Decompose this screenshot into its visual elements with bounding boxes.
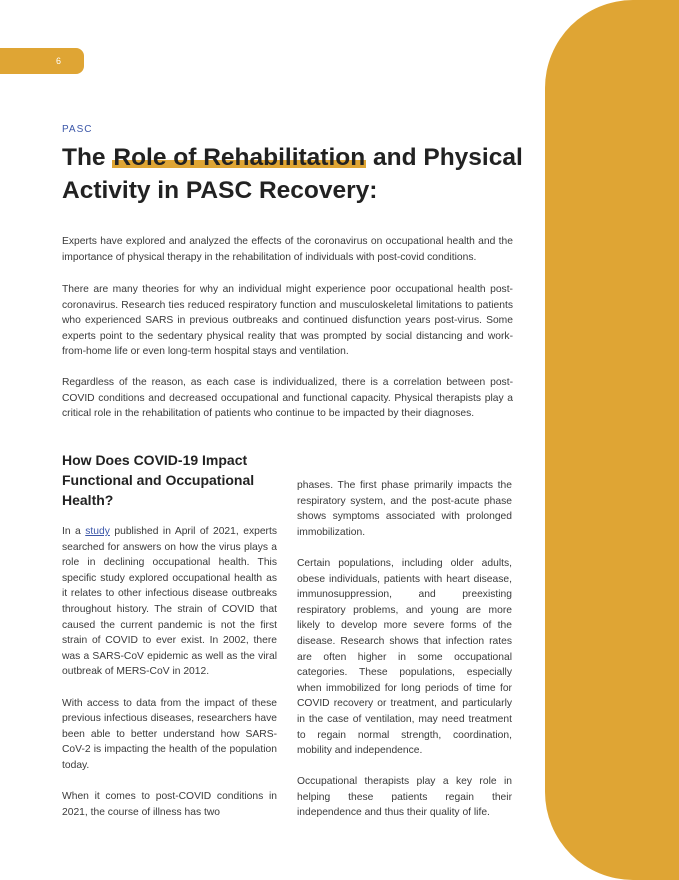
page-number: 6 <box>56 56 62 66</box>
study-link[interactable]: study <box>85 526 110 537</box>
body-paragraph-4: Certain populations, including older adults, obese individuals, patients with heart disease, immunosuppression, and preexisting respiratory problems, and young are more likely to develop more severe forms of the disease. Research shows that infection rates are often higher in some occupational categories. These populations, especially when immobilized for long periods of time for COVID recovery or treatment, and particularly in the case of ventilation, may need treatment to regain normal strength, coordination, mobility and independence. <box>297 557 512 757</box>
section-heading: How Does COVID-19 Impact Functional and Occupational Health? <box>62 452 255 508</box>
title-after: and Physical Activity in PASC Recovery: <box>62 144 523 204</box>
left-column <box>62 450 277 820</box>
intro-paragraph-3: Regardless of the reason, as each case is individualized, there is a correlation between post-COVID conditions and decreased occupational and functional capacity. Physical therapists play a critical role in the rehabilitation of patients who continue to be impacted by their diagnoses. <box>62 377 513 420</box>
body-paragraph-3-continued: phases. The first phase primarily impacts the respiratory system, and the post-acute phase shows symptoms associated with prolonged immobilization. <box>297 480 512 538</box>
body-paragraph-1 <box>62 524 277 680</box>
p1-after: published in April of 2021, experts searched for answers on how the virus plays a role in declining occupational health. This specific study explored occupational health as it relates to other infectious disease outbreaks throughout history. The strain of COVID that caused the current pandemic is not the first strain of COVID to ever exist. In 2002, there was a SARS-CoV epidemic as well as the viral outbreak of MERS-CoV in 2012. <box>62 526 277 678</box>
right-column <box>297 478 512 821</box>
title-highlight: Role of Rehabilitation <box>113 144 366 171</box>
body-paragraph-3: When it comes to post-COVID conditions in 2021, the course of illness has two <box>62 791 277 818</box>
decorative-side-shape <box>545 0 679 880</box>
intro-paragraph-1: Experts have explored and analyzed the effects of the coronavirus on occupational health and the importance of physical therapy in the rehabilitation of individuals with post-covid conditions. <box>62 236 513 263</box>
title-before: The <box>62 144 113 171</box>
body-paragraph-2: With access to data from the impact of these previous infectious diseases, researchers have been able to better understand how SARS-CoV-2 is impacting the health of the population today. <box>62 697 277 771</box>
p1-before: In a <box>62 526 86 537</box>
page-title <box>62 141 542 207</box>
body-paragraph-5: Occupational therapists play a key role in helping these patients regain their independence and thus their quality of life. <box>297 776 512 819</box>
section-tag: PASC <box>62 124 93 135</box>
intro-paragraph-2: There are many theories for why an individual might experience poor occupational health post-coronavirus. Research ties reduced respiratory function and musculoskeletal limitations to patients who experienced SARS in previous outbreaks and continued disfunction years post-virus. Some experts point to the sedentary physical reality that was prompted by social distancing and work-from-home life or even long-term hospital stays and ventilation. <box>62 284 513 358</box>
page-number-tab <box>0 48 84 74</box>
